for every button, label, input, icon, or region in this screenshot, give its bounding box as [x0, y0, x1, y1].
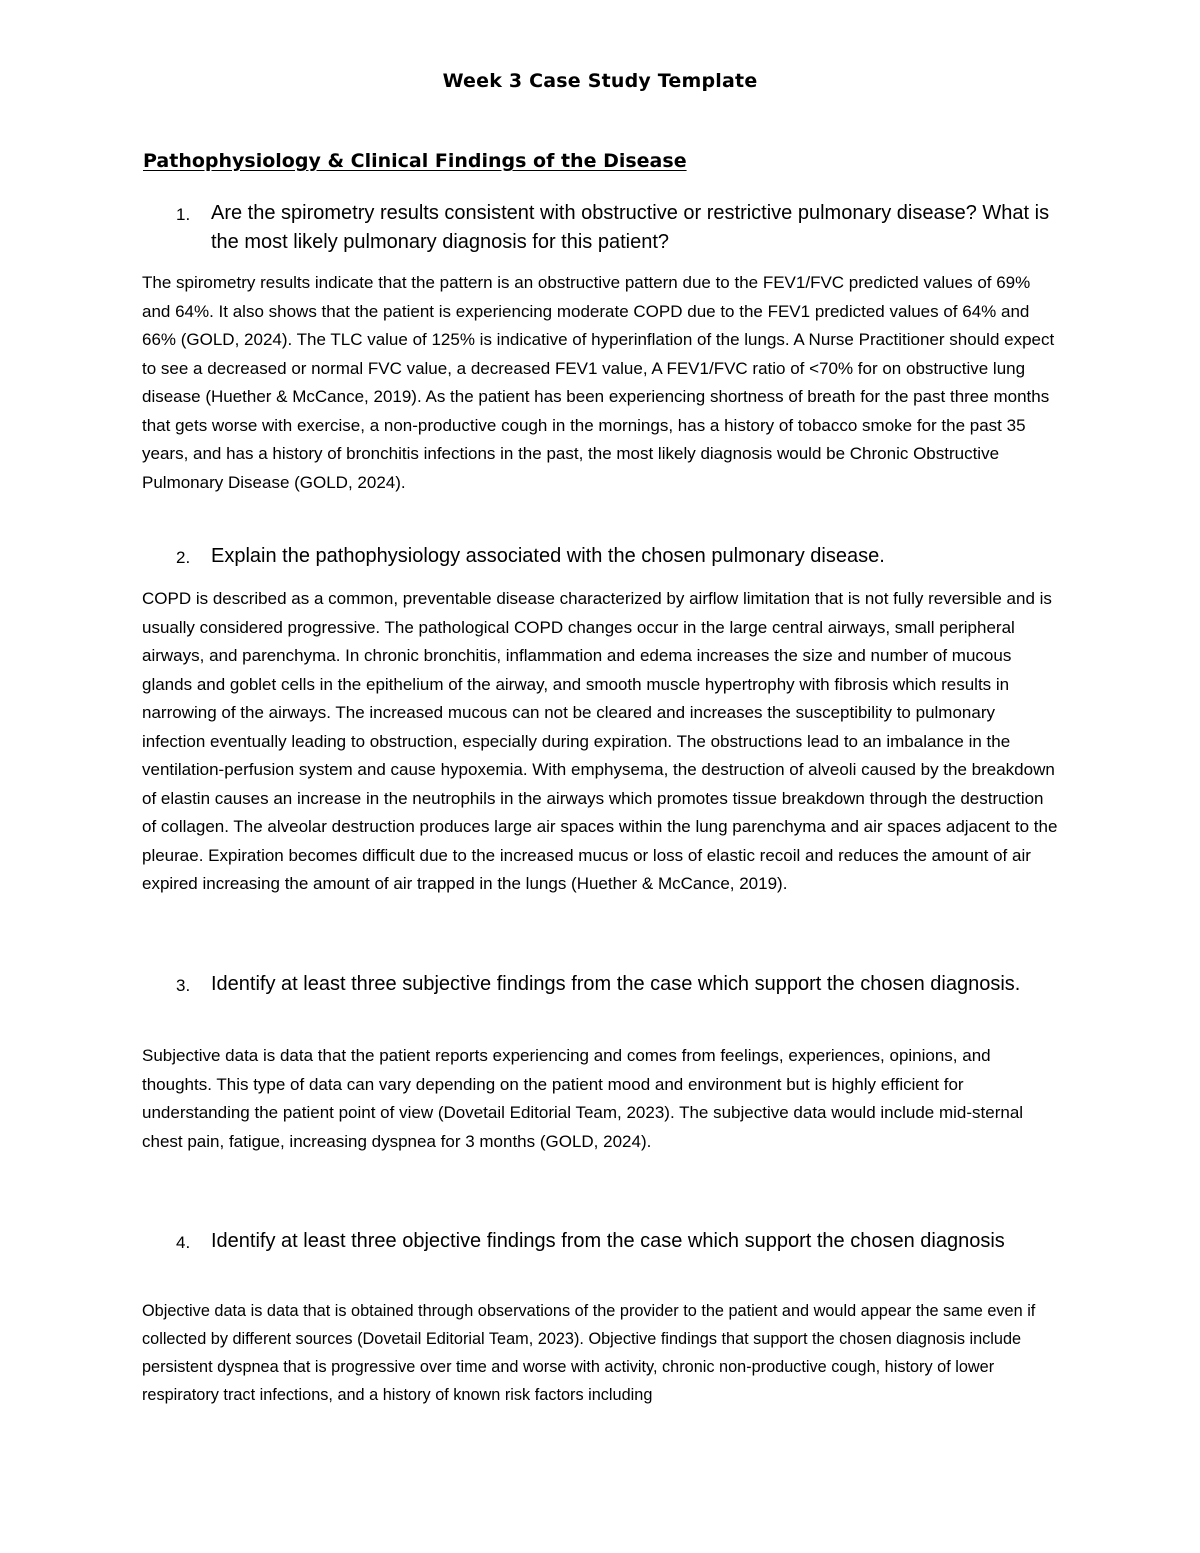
question-text: Identify at least three subjective findings from the case which support the chosen diagnosis. [211, 973, 1021, 995]
question-3 [176, 970, 1056, 1000]
question-number: 1. [176, 205, 191, 224]
answer-4: Objective data is data that is obtained through observations of the provider to the patient and would appear the same even if collected by different sources (Dovetail Editorial Team, 2023). Objective findings that support the chosen diagnosis include persistent dyspnea that is progressive over time and worse with activity, chronic non-productive cough, history of lower respiratory tract infections, and a history of known risk factors including [142, 1302, 1036, 1404]
question-2 [176, 542, 1056, 572]
question-1 [176, 199, 1056, 257]
question-number: 4. [176, 1233, 191, 1252]
question-text: Are the spirometry results consistent with obstructive or restrictive pulmonary disease? What is the most likely pulmonary diagnosis for this patient? [211, 202, 1050, 253]
question-4 [176, 1227, 1056, 1257]
question-text: Identify at least three objective findings from the case which support the chosen diagnosis [211, 1230, 1005, 1252]
question-number: 3. [176, 976, 191, 995]
answer-3: Subjective data is data that the patient reports experiencing and comes from feelings, experiences, opinions, and thoughts. This type of data can vary depending on the patient mood and environment but is highly efficient for understanding the patient point of view (Dovetail Editorial Team, 2023). The subjective data would include mid-sternal chest pain, fatigue, increasing dyspnea for 3 months (GOLD, 2024). [142, 1046, 1024, 1151]
answer-2: COPD is described as a common, preventable disease characterized by airflow limitation that is not fully reversible and is usually considered progressive. The pathological COPD changes occur in the large central airways, small peripheral airways, and parenchyma. In chronic bronchitis, inflammation and edema increases the size and number of mucous glands and goblet cells in the epithelium of the airway, and smooth muscle hypertrophy with fibrosis which results in narrowing of the airways. The increased mucous can not be cleared and increases the susceptibility to pulmonary infection eventually leading to obstruction, especially during expiration. The obstructions lead to an imbalance in the ventilation-perfusion system and cause hypoxemia. With emphysema, the destruction of alveoli caused by the breakdown of elastin causes an increase in the neutrophils in the airways which promotes tissue breakdown through the destruction of collagen. The alveolar destruction produces large air spaces within the lung parenchyma and air spaces adjacent to the pleurae. Expiration becomes difficult due to the increased mucus or loss of elastic recoil and reduces the amount of air expired increasing the amount of air trapped in the lungs (Huether & McCance, 2019). [142, 589, 1058, 893]
question-text: Explain the pathophysiology associated with the chosen pulmonary disease. [211, 545, 885, 567]
section-heading: Pathophysiology & Clinical Findings of the Disease [143, 150, 687, 172]
answer-1: The spirometry results indicate that the pattern is an obstructive pattern due to the FEV1/FVC predicted values of 69% and 64%. It also shows that the patient is experiencing moderate COPD due to the FEV1 predicted values of 64% and 66% (GOLD, 2024). The TLC value of 125% is indicative of hyperinflation of the lungs. A Nurse Practitioner should expect to see a decreased or normal FVC value, a decreased FEV1 value, A FEV1/FVC ratio of <70% for on obstructive lung disease (Huether & McCance, 2019). As the patient has been experiencing shortness of breath for the past three months that gets worse with exercise, a non-productive cough in the mornings, has a history of tobacco smoke for the past 35 years, and has a history of bronchitis infections in the past, the most likely diagnosis would be Chronic Obstructive Pulmonary Disease (GOLD, 2024). [142, 273, 1055, 492]
question-number: 2. [176, 548, 191, 567]
document-title: Week 3 Case Study Template [442, 70, 758, 92]
